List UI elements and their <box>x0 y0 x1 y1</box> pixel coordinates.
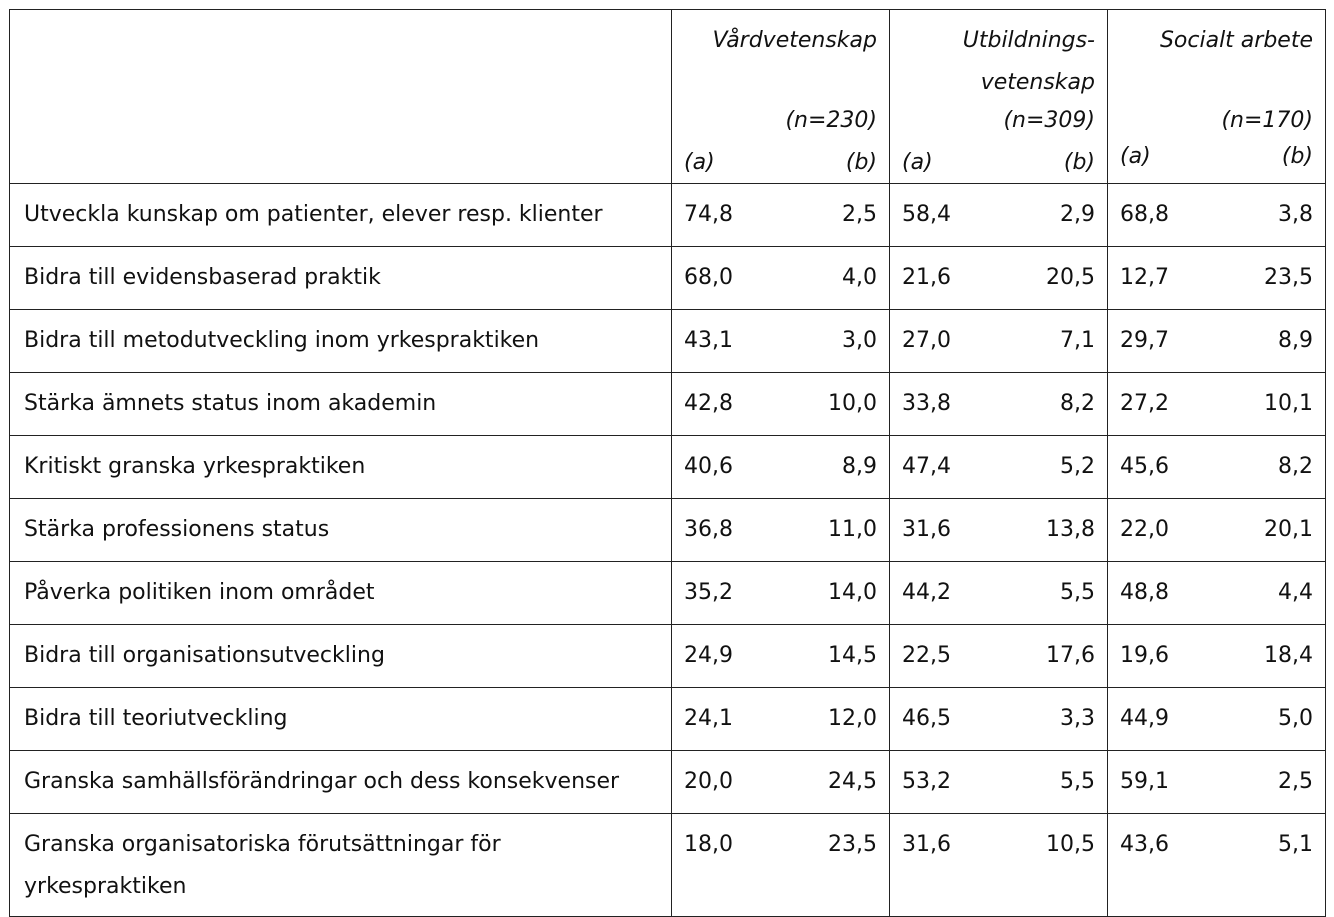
value-b: 3,0 <box>842 328 877 353</box>
value-cell-group-1 <box>672 562 890 625</box>
value-a: 40,6 <box>684 454 733 479</box>
table-row <box>10 562 1326 625</box>
value-b: 10,5 <box>1046 832 1095 857</box>
value-b: 14,0 <box>828 580 877 605</box>
table-row <box>10 688 1326 751</box>
value-cell-group-3 <box>1108 436 1326 499</box>
value-b: 12,0 <box>828 706 877 731</box>
table-body <box>10 184 1326 917</box>
group-title: Vårdvetenskap <box>712 28 877 53</box>
value-cell-group-3 <box>1108 625 1326 688</box>
row-label: Bidra till organisationsutveckling <box>10 625 672 688</box>
value-b: 2,5 <box>1278 769 1313 794</box>
table-row <box>10 751 1326 814</box>
row-label: Bidra till teoriutveckling <box>10 688 672 751</box>
value-a: 20,0 <box>684 769 733 794</box>
row-label: Granska samhällsförändringar och dess konsekvenser <box>10 751 672 814</box>
value-cell-group-2 <box>890 499 1108 562</box>
value-cell-group-3 <box>1108 751 1326 814</box>
value-a: 27,0 <box>902 328 951 353</box>
value-a: 31,6 <box>902 832 951 857</box>
group-header-socialt-arbete <box>1108 10 1326 184</box>
value-b: 8,2 <box>1060 391 1095 416</box>
value-b: 11,0 <box>828 517 877 542</box>
value-a: 44,9 <box>1120 706 1169 731</box>
value-a: 24,1 <box>684 706 733 731</box>
value-a: 59,1 <box>1120 769 1169 794</box>
col-b-label: (b) <box>1281 144 1313 169</box>
value-b: 4,4 <box>1278 580 1313 605</box>
value-cell-group-1 <box>672 184 890 247</box>
value-b: 18,4 <box>1264 643 1313 668</box>
value-cell-group-1 <box>672 436 890 499</box>
value-cell-group-2 <box>890 184 1108 247</box>
row-label: Bidra till evidensbaserad praktik <box>10 247 672 310</box>
value-a: 29,7 <box>1120 328 1169 353</box>
value-a: 46,5 <box>902 706 951 731</box>
results-table <box>9 9 1326 917</box>
table-row <box>10 184 1326 247</box>
table-row <box>10 436 1326 499</box>
col-b-label: (b) <box>845 150 877 175</box>
row-label: Granska organisatoriska förutsättningar för yrkespraktiken <box>10 814 672 917</box>
value-b: 8,9 <box>1278 328 1313 353</box>
value-b: 10,0 <box>828 391 877 416</box>
value-cell-group-1 <box>672 310 890 373</box>
table-row <box>10 247 1326 310</box>
value-cell-group-3 <box>1108 310 1326 373</box>
row-label: Kritiskt granska yrkespraktiken <box>10 436 672 499</box>
value-b: 5,5 <box>1060 769 1095 794</box>
row-label: Bidra till metodutveckling inom yrkespraktiken <box>10 310 672 373</box>
value-cell-group-3 <box>1108 373 1326 436</box>
value-cell-group-1 <box>672 688 890 751</box>
value-b: 20,1 <box>1264 517 1313 542</box>
col-b-label: (b) <box>1063 150 1095 175</box>
value-a: 36,8 <box>684 517 733 542</box>
value-b: 23,5 <box>1264 265 1313 290</box>
value-b: 17,6 <box>1046 643 1095 668</box>
value-cell-group-2 <box>890 373 1108 436</box>
row-label: Utveckla kunskap om patienter, elever resp. klienter <box>10 184 672 247</box>
value-cell-group-2 <box>890 562 1108 625</box>
group-n: (n=309) <box>1003 108 1095 133</box>
value-a: 45,6 <box>1120 454 1169 479</box>
value-cell-group-3 <box>1108 184 1326 247</box>
value-b: 14,5 <box>828 643 877 668</box>
value-a: 48,8 <box>1120 580 1169 605</box>
value-a: 21,6 <box>902 265 951 290</box>
value-a: 43,6 <box>1120 832 1169 857</box>
value-a: 74,8 <box>684 202 733 227</box>
header-empty-cell <box>10 10 672 184</box>
group-n: (n=230) <box>785 108 877 133</box>
value-cell-group-2 <box>890 625 1108 688</box>
value-b: 7,1 <box>1060 328 1095 353</box>
value-b: 3,3 <box>1060 706 1095 731</box>
group-header-vardvetenskap <box>672 10 890 184</box>
value-b: 4,0 <box>842 265 877 290</box>
value-a: 22,0 <box>1120 517 1169 542</box>
value-b: 3,8 <box>1278 202 1313 227</box>
table-row <box>10 499 1326 562</box>
value-cell-group-3 <box>1108 562 1326 625</box>
value-b: 2,9 <box>1060 202 1095 227</box>
value-cell-group-1 <box>672 247 890 310</box>
table-row <box>10 310 1326 373</box>
row-label: Påverka politiken inom området <box>10 562 672 625</box>
value-b: 23,5 <box>828 832 877 857</box>
col-a-label: (a) <box>1120 144 1151 169</box>
value-b: 8,9 <box>842 454 877 479</box>
value-b: 5,1 <box>1278 832 1313 857</box>
value-b: 20,5 <box>1046 265 1095 290</box>
value-cell-group-2 <box>890 436 1108 499</box>
value-a: 42,8 <box>684 391 733 416</box>
value-cell-group-2 <box>890 814 1108 917</box>
value-b: 8,2 <box>1278 454 1313 479</box>
group-header-utbildningsvetenskap <box>890 10 1108 184</box>
row-label: Stärka ämnets status inom akademin <box>10 373 672 436</box>
table-row <box>10 625 1326 688</box>
value-a: 31,6 <box>902 517 951 542</box>
row-label: Stärka professionens status <box>10 499 672 562</box>
table-row <box>10 373 1326 436</box>
value-a: 58,4 <box>902 202 951 227</box>
value-a: 18,0 <box>684 832 733 857</box>
value-cell-group-2 <box>890 688 1108 751</box>
value-b: 13,8 <box>1046 517 1095 542</box>
value-cell-group-3 <box>1108 814 1326 917</box>
col-a-label: (a) <box>684 150 715 175</box>
value-cell-group-3 <box>1108 499 1326 562</box>
value-cell-group-1 <box>672 814 890 917</box>
group-n: (n=170) <box>1221 108 1313 133</box>
value-cell-group-2 <box>890 751 1108 814</box>
value-cell-group-3 <box>1108 247 1326 310</box>
value-cell-group-2 <box>890 247 1108 310</box>
col-a-label: (a) <box>902 150 933 175</box>
value-a: 43,1 <box>684 328 733 353</box>
value-a: 68,0 <box>684 265 733 290</box>
value-a: 47,4 <box>902 454 951 479</box>
value-a: 68,8 <box>1120 202 1169 227</box>
value-a: 27,2 <box>1120 391 1169 416</box>
value-a: 53,2 <box>902 769 951 794</box>
table-row <box>10 814 1326 917</box>
value-a: 19,6 <box>1120 643 1169 668</box>
value-a: 44,2 <box>902 580 951 605</box>
value-a: 35,2 <box>684 580 733 605</box>
value-b: 5,5 <box>1060 580 1095 605</box>
value-a: 12,7 <box>1120 265 1169 290</box>
value-cell-group-3 <box>1108 688 1326 751</box>
value-b: 5,2 <box>1060 454 1095 479</box>
value-b: 24,5 <box>828 769 877 794</box>
value-cell-group-1 <box>672 373 890 436</box>
value-cell-group-1 <box>672 625 890 688</box>
group-title: Socialt arbete <box>1159 28 1313 53</box>
value-a: 33,8 <box>902 391 951 416</box>
header-row <box>10 10 1326 184</box>
value-b: 5,0 <box>1278 706 1313 731</box>
value-cell-group-1 <box>672 499 890 562</box>
value-a: 22,5 <box>902 643 951 668</box>
value-b: 2,5 <box>842 202 877 227</box>
group-title: Utbildnings-vetenskap <box>962 28 1095 95</box>
value-cell-group-2 <box>890 310 1108 373</box>
value-cell-group-1 <box>672 751 890 814</box>
value-b: 10,1 <box>1264 391 1313 416</box>
value-a: 24,9 <box>684 643 733 668</box>
